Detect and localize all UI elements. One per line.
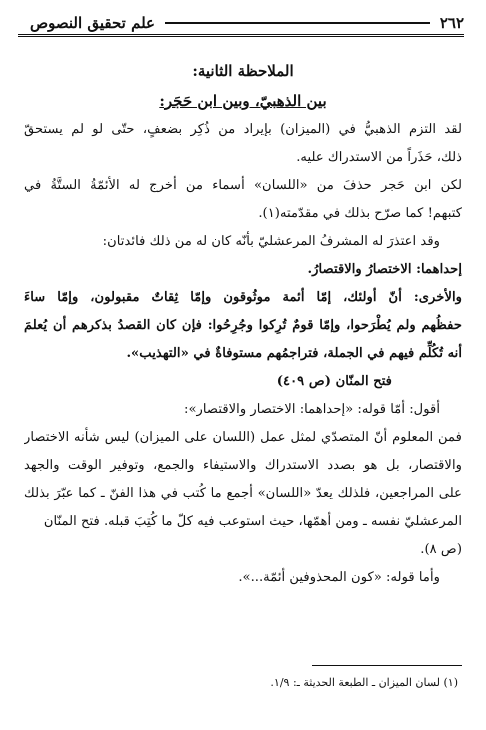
paragraph-line: المرعشليّ نفسه ـ ومن أهمّها، حيث استوعب فيه كلّ ما كُتِبَ قبله. فتح المنّان — [43, 514, 462, 529]
paragraph-line: لكن ابن حَجر حذفَ من «اللسان» أسماء من أخرج له الأئمّةُ الستَّةُ في — [24, 178, 462, 193]
page-number: ٢٦٢ — [439, 14, 464, 32]
paragraph-line: لقد التزم الذهبيُّ في (الميزان) بإيراد من ذُكِر بضعفٍ، حتّى لو لم يستحقّ — [24, 122, 462, 137]
paragraph-line: وأما قوله: «كون المحذوفين أئمّة...». — [238, 570, 440, 585]
page-body — [24, 56, 462, 592]
paragraph-line: كتبهم! كما صرّح بذلك في مقدّمته(١). — [258, 206, 462, 221]
paragraph-line: أقول: أمّا قوله: «إحداهما: الاختصار والاقتصار»: — [184, 402, 440, 417]
quoted-line: إحداهما: الاختصارُ والاقتصارُ. — [307, 262, 462, 277]
paragraph-line: على المراجعين، فلذلك يعدّ «اللسان» أجمع ما كُتب في هذا الفنّ ـ كما عبّرَ بذلك — [24, 486, 462, 501]
paragraph-line: (ص ٨). — [420, 542, 462, 557]
paragraph-line: وقد اعتذرَ له المشرفُ المرعشليّ بأنّه كان له من ذلك فائدتان: — [102, 234, 440, 249]
running-title: علم تحقيق النصوص — [30, 14, 155, 32]
footnote-separator — [312, 665, 462, 666]
paragraph-line: فمن المعلوم أنّ المتصدّي لمثل عمل (اللسان على الميزان) ليس شأنه الاختصار — [24, 430, 462, 445]
paragraph-line: ذلك، حَذَراً من الاستدراك عليه. — [296, 150, 462, 165]
header-rule — [165, 22, 430, 24]
quoted-line: أنه تُكُلِّم فيهم في الجملة، فتراجمُهم مستوفاةٌ في «التهذيب». — [126, 346, 462, 361]
quoted-line: والأخرى: أنّ أولئك، إمّا أئمة موثُوقون وإمّا ثِقاتٌ مقبولون، وإمّا ساءَ — [24, 290, 462, 305]
page-header — [18, 12, 464, 37]
section-heading: الملاحظة الثانية: — [192, 62, 294, 80]
source-citation: فتح المنّان (ص ٤٠٩) — [276, 374, 392, 389]
footnote: (١) لسان الميزان ـ الطبعة الحديثة ـ: ١/٩. — [270, 676, 458, 689]
quoted-line: حفظُهم ولم يُطْرَحوا، وإمّا قومٌ تُرِكوا وجُرِحُوا: فإن كان القصدُ بذكرهم أن يُعلمَ — [24, 318, 462, 333]
paragraph-line: والاقتصار، بل هو بصدد الاستدراك والاستيفاء والجمع، وتوفير الوقت والجهد — [24, 458, 462, 473]
section-subheading: بين الذهبيّ، وبين ابن حَجَر: — [159, 92, 327, 110]
